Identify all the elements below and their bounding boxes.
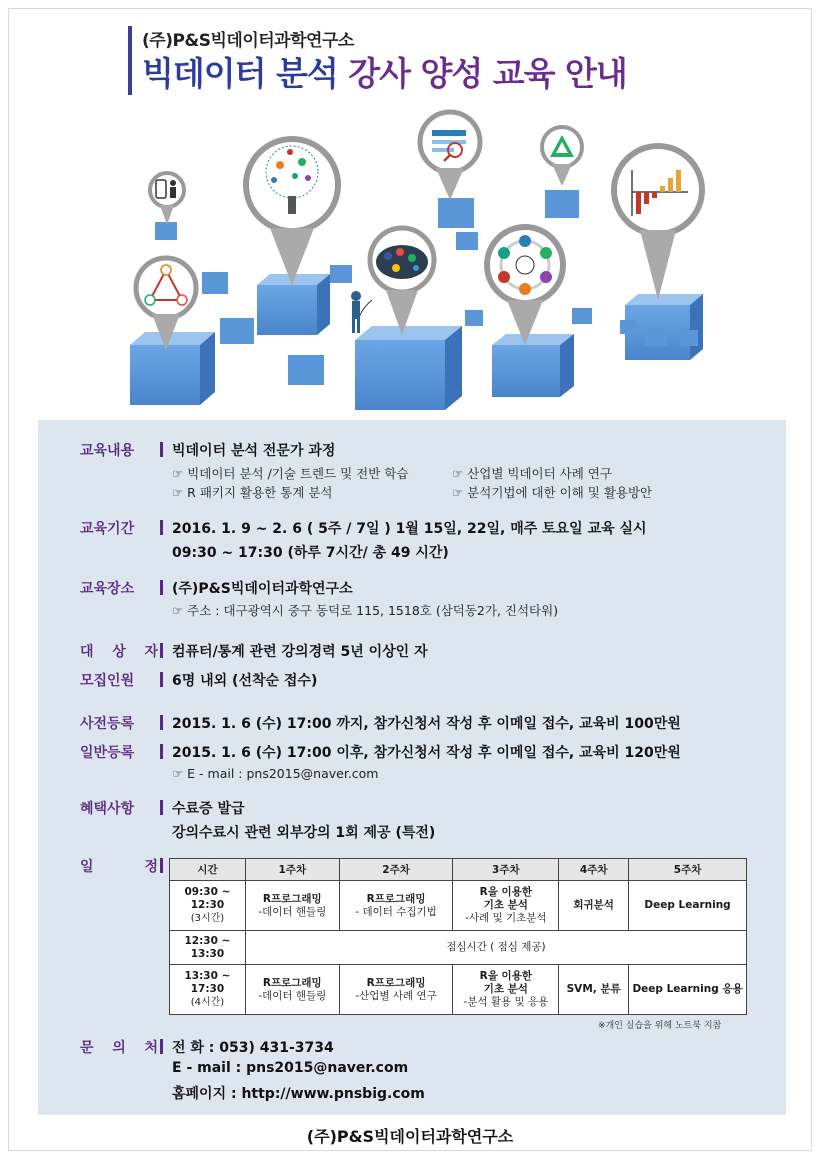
place-address: ☞ 주소 : 대구광역시 중구 동덕로 115, 1518호 (삼덕동2가, 진석타워)	[172, 603, 559, 618]
recruit-value: 6명 내외 (선착순 접수)	[172, 673, 318, 689]
label-divider	[160, 580, 163, 595]
header-week1: 1주차	[245, 859, 339, 881]
header-week2: 2주차	[339, 859, 453, 881]
period-label: 교육기간	[80, 521, 135, 537]
content-item-1: ☞ 빅데이터 분석 /기술 트렌드 및 전반 학습	[172, 466, 409, 481]
content-item-4: ☞ 분석기법에 대한 이해 및 활용방안	[452, 485, 653, 500]
table-row-afternoon	[170, 965, 747, 1015]
cell-desc: -분석 활용 및 응용	[463, 996, 549, 1008]
label-divider	[160, 715, 163, 730]
target-label: 대 상 자	[80, 644, 158, 660]
schedule-label: 일 정	[80, 859, 158, 875]
period-line2: 09:30 ~ 17:30 (하루 7시간/ 총 49 시간)	[172, 545, 449, 561]
time-end: 13:30	[190, 947, 225, 960]
pin-mobile	[150, 173, 184, 225]
cell-desc: - 데이터 수집기법	[355, 905, 437, 918]
content-item-3: ☞ 산업별 빅데이터 사례 연구	[452, 466, 612, 481]
cell-title: R프로그래밍	[366, 976, 426, 989]
label-divider	[160, 858, 163, 873]
week3-cell	[453, 965, 559, 1015]
big-data-illustration	[120, 100, 720, 420]
contact-phone: 전 화 : 053) 431-3734	[172, 1040, 334, 1056]
week2-cell	[339, 965, 453, 1015]
pin-triangle	[542, 127, 582, 186]
header-time: 시간	[170, 859, 246, 881]
week5-cell: Deep Learning 응용	[629, 965, 747, 1015]
week4-cell: 회귀분석	[559, 881, 629, 931]
header-week4: 4주차	[559, 859, 629, 881]
schedule-table	[169, 858, 747, 1015]
time-start: 13:30 ~	[184, 970, 231, 982]
pin-bar-chart	[614, 146, 702, 300]
table-header-row	[170, 859, 747, 881]
week5-cell: Deep Learning	[629, 881, 747, 931]
cell-title: R프로그래밍	[262, 976, 322, 989]
header	[128, 26, 627, 95]
cell-desc: -사례 및 기초분석	[465, 912, 547, 924]
recruit-label: 모집인원	[80, 673, 135, 689]
contact-web: 홈페이지 : http://www.pnsbig.com	[172, 1086, 425, 1102]
social-cloud-icon	[376, 245, 428, 279]
label-divider	[160, 442, 163, 457]
contact-label: 문 의 처	[80, 1040, 158, 1056]
week1-cell	[245, 965, 339, 1015]
pin-brain-tree	[246, 139, 338, 285]
content-label: 교육내용	[80, 443, 135, 459]
cell-title: R을 이용한	[479, 970, 532, 982]
pin-social	[351, 228, 434, 335]
time-cell	[170, 965, 246, 1015]
cell-title2: 기초 분석	[483, 983, 528, 995]
label-divider	[160, 520, 163, 535]
time-cell	[170, 881, 246, 931]
label-divider	[160, 672, 163, 687]
schedule-note: ※개인 실습을 위해 노트북 지참	[598, 1021, 722, 1031]
page-title	[142, 53, 627, 95]
week1-cell	[245, 881, 339, 931]
early-label: 사전등록	[80, 716, 135, 732]
pin-skill	[487, 227, 563, 345]
regular-email: ☞ E - mail : pns2015@naver.com	[172, 766, 379, 781]
time-end: 12:30	[190, 899, 225, 911]
cell-title: R을 이용한	[479, 886, 532, 898]
info-panel	[38, 420, 786, 1115]
title-part1: 빅데이터 분석	[142, 54, 338, 93]
time-start: 09:30 ~	[184, 886, 231, 898]
place-label: 교육장소	[80, 581, 135, 597]
lunch-cell: 점심시간 ( 점심 제공)	[245, 931, 746, 965]
benefit-line2: 강의수료시 관련 외부강의 1회 제공 (특전)	[172, 825, 436, 841]
period-line1: 2016. 1. 9 ~ 2. 6 ( 5주 / 7일 ) 1월 15일, 22일, 매주 토요일 교육 실시	[172, 521, 647, 537]
header-week5: 5주차	[629, 859, 747, 881]
week2-cell	[339, 881, 453, 931]
label-divider	[160, 643, 163, 658]
place-value: (주)P&S빅데이터과학연구소	[172, 581, 353, 597]
cell-desc: -산업별 사례 연구	[355, 989, 437, 1002]
cube-group	[130, 190, 703, 410]
person-icon	[351, 291, 361, 301]
cell-title: R프로그래밍	[366, 892, 426, 905]
early-value: 2015. 1. 6 (수) 17:00 까지, 참가신청서 작성 후 이메일 접수, 교육비 100만원	[172, 716, 681, 732]
title-part2: 강사 양성 교육 안내	[348, 54, 627, 93]
label-divider	[160, 800, 163, 815]
week3-cell	[453, 881, 559, 931]
pin-magnifier	[420, 112, 480, 200]
time-end: 17:30	[190, 983, 225, 995]
header-org: (주)P&S빅데이터과학연구소	[142, 31, 354, 51]
cell-desc: -데이터 핸들링	[258, 989, 327, 1002]
regular-value: 2015. 1. 6 (수) 17:00 이후, 참가신청서 작성 후 이메일 접수, 교육비 120만원	[172, 745, 681, 761]
footer-org: (주)P&S빅데이터과학연구소	[306, 1127, 514, 1146]
time-cell	[170, 931, 246, 965]
content-value: 빅데이터 분석 전문가 과정	[172, 443, 336, 459]
table-row-lunch	[170, 931, 747, 965]
cell-desc: -데이터 핸들링	[258, 905, 327, 918]
week4-cell: SVM, 분류	[559, 965, 629, 1015]
contact-email: E - mail : pns2015@naver.com	[172, 1060, 409, 1076]
cell-title: R프로그래밍	[262, 892, 322, 905]
table-row-morning	[170, 881, 747, 931]
benefit-label: 혜택사항	[80, 801, 135, 817]
time-duration: (4시간)	[190, 997, 225, 1008]
cell-title2: 기초 분석	[483, 899, 528, 911]
label-divider	[160, 744, 163, 759]
time-duration: (3시간)	[190, 913, 225, 924]
time-start: 12:30 ~	[184, 934, 231, 947]
content-item-2: ☞ R 패키지 활용한 통계 분석	[172, 485, 333, 500]
header-week3: 3주차	[453, 859, 559, 881]
label-divider	[160, 1039, 163, 1054]
benefit-line1: 수료증 발급	[172, 801, 245, 817]
regular-label: 일반등록	[80, 745, 135, 761]
target-value: 컴퓨터/통계 관련 강의경력 5년 이상인 자	[172, 644, 428, 660]
